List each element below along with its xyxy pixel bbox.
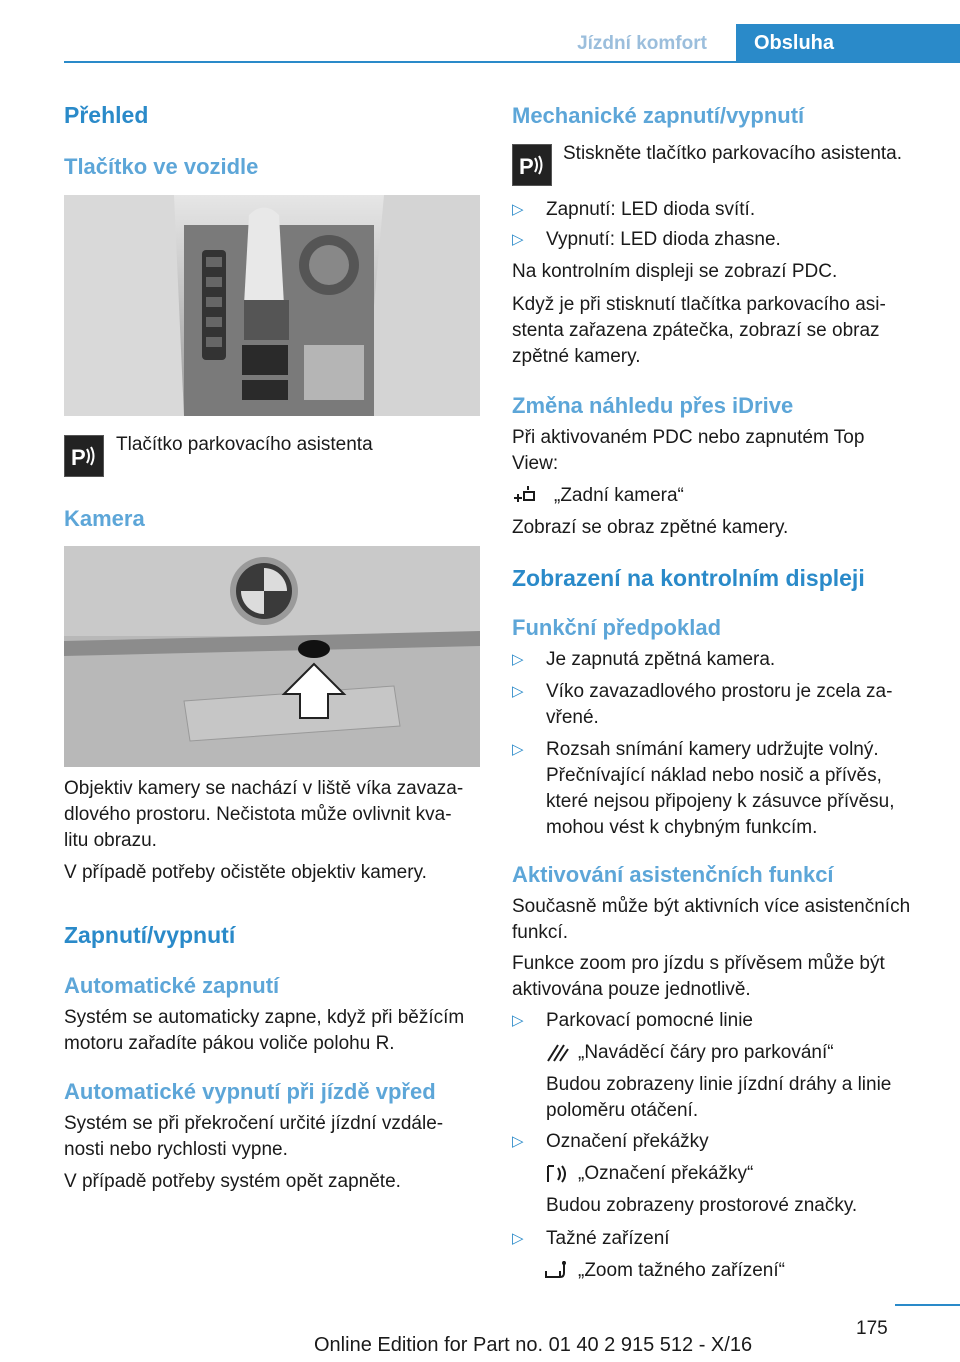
act-p1-line2: funkcí. [512, 922, 568, 943]
auto-off-paragraph-2: V případě potřeby systém opět zapněte. [64, 1171, 401, 1192]
parking-assist-icon [64, 435, 104, 477]
mech-p2-line2: stenta zařazena zpátečka, zobrazí se obraz [512, 320, 880, 341]
bullet-triangle-icon: ▷ [512, 1133, 524, 1150]
parking-assist-icon [512, 144, 552, 186]
pre-b2-line2: vřené. [546, 707, 599, 728]
heading-on-off: Zapnutí/vypnutí [64, 922, 236, 948]
heading-change-view: Změna náhledu přes iDrive [512, 393, 794, 418]
act-p2-line1: Funkce zoom pro jízdu s přívěsem může být [512, 953, 885, 974]
camera-p1-line3: litu obrazu. [64, 830, 157, 851]
bullet-triangle-icon: ▷ [512, 201, 524, 218]
act-bullet-1-text: Parkovací pomocné linie [546, 1010, 753, 1031]
pre-b3-line1: Rozsah snímání kamery udržujte volný. [546, 739, 879, 760]
camera-photo [64, 546, 480, 767]
heading-camera: Kamera [64, 506, 145, 531]
auto-on-paragraph [64, 1005, 484, 1057]
act-bullet-2-desc: Budou zobrazeny prostorové značky. [546, 1195, 858, 1216]
svg-text:P: P [519, 154, 534, 179]
bullet-triangle-icon: ▷ [512, 683, 524, 700]
mech-bullet-1-text: Zapnutí: LED dioda svítí. [546, 199, 756, 220]
heading-overview: Přehled [64, 102, 149, 128]
activate-paragraph-1 [512, 894, 942, 946]
button-caption: Tlačítko parkovacího asistenta [116, 434, 373, 455]
pre-b2-line1: Víko zavazadlového prostoru je zcela za‐ [546, 681, 893, 702]
center-console-photo [64, 195, 480, 416]
heading-mechanical: Mechanické zapnutí/vypnutí [512, 103, 805, 128]
obstacle-marking-icon [544, 1162, 570, 1184]
camera-p1-line1: Objektiv kamery se nachází v liště víka zavaza‐ [64, 778, 464, 799]
act-b1-desc-line2: poloměru otáčení. [546, 1100, 699, 1121]
center-console-drawing [64, 195, 480, 416]
header-active-tab: Obsluha [736, 24, 960, 63]
auto-off-line1: Systém se při překročení určité jízdní vzdále‐ [64, 1113, 444, 1134]
mech-press-text: Stiskněte tlačítko parkovacího asistenta. [563, 143, 903, 164]
act-p1-line1: Současně může být aktivních více asistenčních [512, 896, 911, 917]
view-icon-label: „Zadní kamera“ [554, 485, 684, 506]
view-p1-line2: View: [512, 453, 559, 474]
heading-auto-off: Automatické vypnutí při jízdě vpřed [64, 1079, 436, 1104]
heading-control-display: Zobrazení na kontrolním displeji [512, 565, 865, 591]
pre-b3-line4: mohou vést k chybným funkcím. [546, 817, 818, 838]
view-paragraph-2: Zobrazí se obraz zpětné kamery. [512, 517, 789, 538]
bullet-triangle-icon: ▷ [512, 651, 524, 668]
mech-bullet-2-text: Vypnutí: LED dioda zhasne. [546, 229, 781, 250]
act-bullet-1-desc [546, 1072, 946, 1124]
svg-text:P: P [71, 445, 86, 470]
act-b1-desc-line1: Budou zobrazeny linie jízdní dráhy a linie [546, 1074, 892, 1095]
view-p1-line1: Při aktivovaném PDC nebo zapnutém Top [512, 427, 865, 448]
bullet-triangle-icon: ▷ [512, 231, 524, 248]
act-bullet-1-icon-label: „Naváděcí čáry pro parkování“ [578, 1042, 834, 1063]
act-bullet-3-text: Tažné zařízení [546, 1228, 670, 1249]
act-bullet-3-icon-label: „Zoom tažného zařízení“ [578, 1260, 785, 1281]
pre-bullet-3-text [546, 737, 895, 841]
bullet-triangle-icon: ▷ [512, 741, 524, 758]
heading-button-in-vehicle: Tlačítko ve vozidle [64, 154, 259, 179]
act-bullet-2-text: Označení překážky [546, 1131, 709, 1152]
heading-prerequisite: Funkční předpoklad [512, 615, 722, 640]
camera-drawing [64, 546, 480, 767]
rear-camera-icon [512, 484, 538, 506]
page-number: 175 [856, 1318, 888, 1339]
auto-off-line2: nosti nebo rychlosti vypne. [64, 1139, 288, 1160]
camera-paragraph-1 [64, 776, 480, 854]
footer-edition: Online Edition for Part no. 01 40 2 915 512 - X/16 [314, 1334, 753, 1356]
activate-paragraph-2 [512, 951, 932, 1003]
header-rule [64, 61, 960, 63]
pre-bullet-1-text: Je zapnutá zpětná kamera. [546, 649, 776, 670]
mech-paragraph-2 [512, 292, 932, 370]
act-p2-line2: aktivována pouze jednotlivě. [512, 979, 751, 1000]
pre-bullet-2-text [546, 679, 892, 731]
act-bullet-2-icon-label: „Označení překážky“ [578, 1163, 754, 1184]
parking-lines-icon [544, 1041, 570, 1063]
footer-rule [895, 1304, 960, 1306]
header-section-tab: Jízdní komfort [577, 32, 707, 54]
auto-on-line1: Systém se automaticky zapne, když při běžícím [64, 1007, 465, 1028]
pre-b3-line2: Přečnívající náklad nebo nosič a přívěs, [546, 765, 882, 786]
view-paragraph-1 [512, 425, 932, 477]
bullet-triangle-icon: ▷ [512, 1012, 524, 1029]
pre-b3-line3: které nejsou připojeny k zásuvce přívěsu, [546, 791, 895, 812]
bullet-triangle-icon: ▷ [512, 1230, 524, 1247]
mech-paragraph-1: Na kontrolním displeji se zobrazí PDC. [512, 261, 838, 282]
heading-activate-assist: Aktivování asistenčních funkcí [512, 862, 834, 887]
mech-p2-line3: zpětné kamery. [512, 346, 641, 367]
camera-p1-line2: dlového prostoru. Nečistota může ovlivnit kva‐ [64, 804, 452, 825]
heading-auto-on: Automatické zapnutí [64, 973, 280, 998]
camera-paragraph-2: V případě potřeby očistěte objektiv kamery. [64, 862, 427, 883]
auto-off-paragraph [64, 1111, 480, 1163]
tow-hitch-icon [544, 1259, 570, 1281]
auto-on-line2: motoru zařadíte pákou voliče polohu R. [64, 1033, 395, 1054]
mech-p2-line1: Když je při stisknutí tlačítka parkovacího asi‐ [512, 294, 886, 315]
